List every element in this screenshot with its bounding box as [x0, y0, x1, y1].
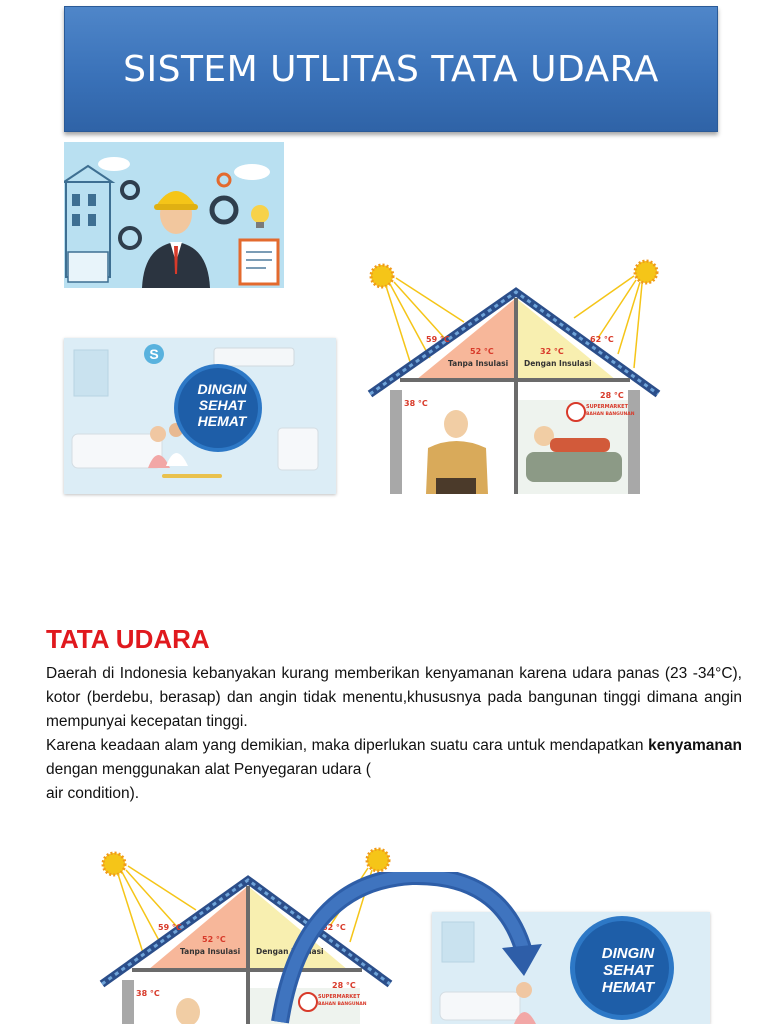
brand-line2: BAHAN BANGUNAN — [586, 412, 635, 417]
attic-left-label-bottom: Tanpa Insulasi — [180, 947, 241, 956]
curved-arrow-icon — [262, 872, 542, 1024]
ad-slogan-line3: HEMAT — [197, 413, 247, 429]
ad-slogan-line1-bottom: DINGIN — [601, 945, 655, 962]
attic-left-temp-bottom: 52 °C — [202, 935, 226, 944]
paragraph-2-after: dengan menggunakan alat Penyegaran udara ( — [46, 761, 371, 778]
ad-slogan-line1: DINGIN — [197, 381, 247, 397]
brand-line1: SUPERMARKET — [586, 404, 628, 410]
room-left-temp-bottom: 38 °C — [136, 989, 160, 998]
paragraph-2-line3: air condition). — [46, 785, 140, 802]
title-banner — [64, 6, 718, 132]
engineer-illustration — [64, 142, 284, 288]
brand-line2-bottom: BAHAN BANGUNAN — [318, 1002, 367, 1007]
paragraph-2 — [46, 734, 742, 782]
paragraph-1: Daerah di Indonesia kebanyakan kurang memberikan kenyamanan karena udara panas (23 -34°C), kotor (berdebu, berasap) dan angin tidak menentu,khususnya pada bangunan tinggi dimana angin mempunyai kecepatan tinggi. — [46, 665, 742, 730]
roof-right-temp: 62 °C — [590, 335, 614, 344]
body-text — [46, 662, 742, 806]
room-right-temp-bottom: 28 °C — [332, 981, 356, 990]
attic-right-label: Dengan Insulasi — [524, 359, 592, 368]
roof-left-temp: 59 °C — [426, 335, 450, 344]
attic-left-temp: 52 °C — [470, 347, 494, 356]
paragraph-2-before: Karena keadaan alam yang demikian, maka diperlukan suatu cara untuk mendapatkan — [46, 737, 649, 754]
room-right-temp: 28 °C — [600, 391, 624, 400]
ad-slogan-line2-bottom: SEHAT — [603, 962, 653, 979]
room-left-temp: 38 °C — [404, 399, 428, 408]
attic-left-label: Tanpa Insulasi — [448, 359, 509, 368]
page-title: SISTEM UTLITAS TATA UDARA — [123, 48, 659, 90]
ac-advertisement-image — [64, 338, 336, 494]
house-insulation-diagram — [364, 258, 664, 498]
roof-right-temp-bottom: 62 °C — [322, 923, 346, 932]
ad-slogan-line2: SEHAT — [198, 397, 246, 413]
ac-brand-logo: S — [149, 346, 159, 362]
attic-right-temp: 32 °C — [540, 347, 564, 356]
ad-slogan-line3-bottom: HEMAT — [601, 979, 655, 996]
attic-right-label-bottom: Dengan Insulasi — [256, 947, 324, 956]
brand-line1-bottom: SUPERMARKET — [318, 994, 360, 1000]
section-heading: TATA UDARA — [46, 624, 210, 654]
paragraph-2-bold: kenyamanan — [648, 737, 742, 754]
roof-left-temp-bottom: 59 °C — [158, 923, 182, 932]
